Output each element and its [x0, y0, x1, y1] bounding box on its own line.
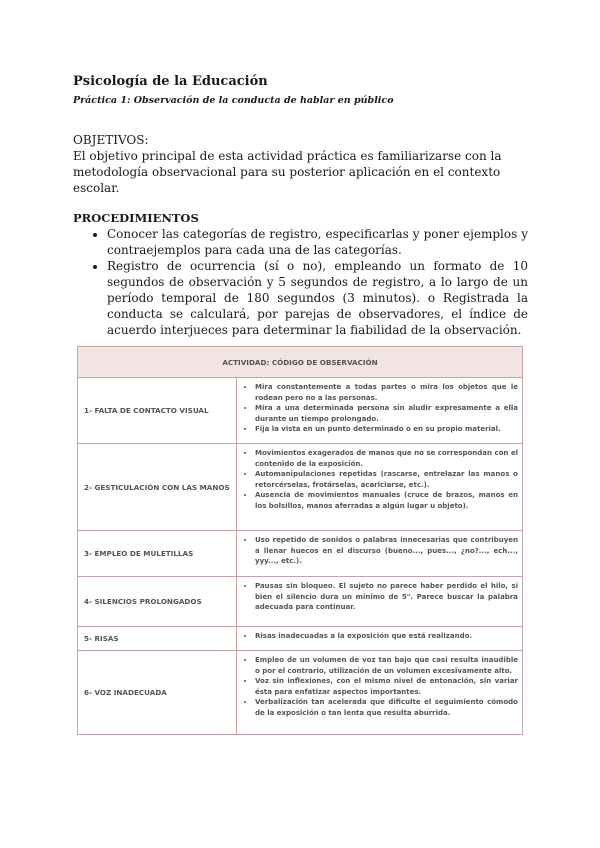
description-cell [237, 531, 523, 577]
procedures-list [73, 226, 528, 338]
document-body [73, 74, 528, 338]
objectives-text: El objetivo principal de esta actividad práctica es familiarizarse con la metodología observacional para su posterior aplicación en el contexto escolar. [73, 149, 502, 195]
description-cell [237, 378, 523, 444]
document-title: Psicología de la Educación [73, 74, 268, 89]
table-row [78, 577, 523, 627]
category-cell: 4- SILENCIOS PROLONGADOS [78, 577, 237, 627]
category-cell: 6- VOZ INADECUADA [78, 651, 237, 735]
list-item: • Conocer las categorías de registro, especificarlas y poner ejemplos y contraejemplos para cada una de las categorías. [107, 226, 528, 258]
list-item: • Mira a una determinada persona sin aludir expresamente a ella durante un tiempo prolongado. [255, 403, 518, 424]
table-row [78, 651, 523, 735]
table-row [78, 444, 523, 531]
category-cell: 5- RISAS [78, 627, 237, 651]
table-row [78, 378, 523, 444]
list-item: • Verbalización tan acelerada que dificulte el seguimiento cómodo de la exposición o tan lenta que resulta aburrida. [255, 697, 518, 718]
description-cell [237, 444, 523, 531]
list-item: • Fija la vista en un punto determinado o en su propio material. [255, 424, 518, 435]
list-item: • Pausas sin bloqueo. El sujeto no parece haber perdido el hilo, si bien el silencio dura un mínimo de 5". Parece buscar la palabra adecuada para continuar. [255, 581, 518, 613]
document-subtitle: Práctica 1: Observación de la conducta de hablar en público [73, 95, 394, 106]
list-item: • Automanipulaciones repetidas (rascarse, entrelazar las manos o retorcérselas, frotárselas, acariciarse, etc.). [255, 469, 518, 490]
list-item: • Voz sin inflexiones, con el mismo nivel de entonación, sin variar ésta para enfatizar aspectos importantes. [255, 676, 518, 697]
list-item: • Registro de ocurrencia (sí o no), empleando un formato de 10 segundos de observación y 5 segundos de registro, a lo largo de un período temporal de 180 segundos (3 minutos). o Registrada la conducta se calculará, por parejas de observadores, el índice de acuerdo interjueces para determinar la fiabilidad de la observación. [107, 258, 528, 338]
description-cell [237, 577, 523, 627]
list-item: • Empleo de un volumen de voz tan bajo que casi resulta inaudible o por el contrario, utilización de un volumen excesivamente alto. [255, 655, 518, 676]
category-cell: 3- EMPLEO DE MULETILLAS [78, 531, 237, 577]
list-item: • Mira constantemente a todas partes o mira los objetos que le rodean pero no a las personas. [255, 382, 518, 403]
list-item: • Uso repetido de sonidos o palabras innecesarias que contribuyen a llenar huecos en el discurso (bueno..., pues..., ¿no?..., ech..., yyy..., etc.). [255, 535, 518, 567]
table-row [78, 627, 523, 651]
category-cell: 1- FALTA DE CONTACTO VISUAL [78, 378, 237, 444]
category-cell: 2- GESTICULACIÓN CON LAS MANOS [78, 444, 237, 531]
description-cell [237, 651, 523, 735]
table-header: ACTIVIDAD: CÓDIGO DE OBSERVACIÓN [78, 347, 523, 378]
observation-code-table [77, 346, 523, 735]
list-item: • Risas inadecuadas a la exposición que está realizando. [255, 631, 518, 642]
list-item: • Movimientos exagerados de manos que no se correspondan con el contenido de la exposición. [255, 448, 518, 469]
procedures-heading: PROCEDIMIENTOS [73, 211, 199, 225]
objectives-heading: OBJETIVOS: [73, 133, 149, 147]
table-row [78, 531, 523, 577]
description-cell [237, 627, 523, 651]
list-item: • Ausencia de movimientos manuales (cruce de brazos, manos en los bolsillos, manos aferradas a algún lugar u objeto). [255, 490, 518, 511]
